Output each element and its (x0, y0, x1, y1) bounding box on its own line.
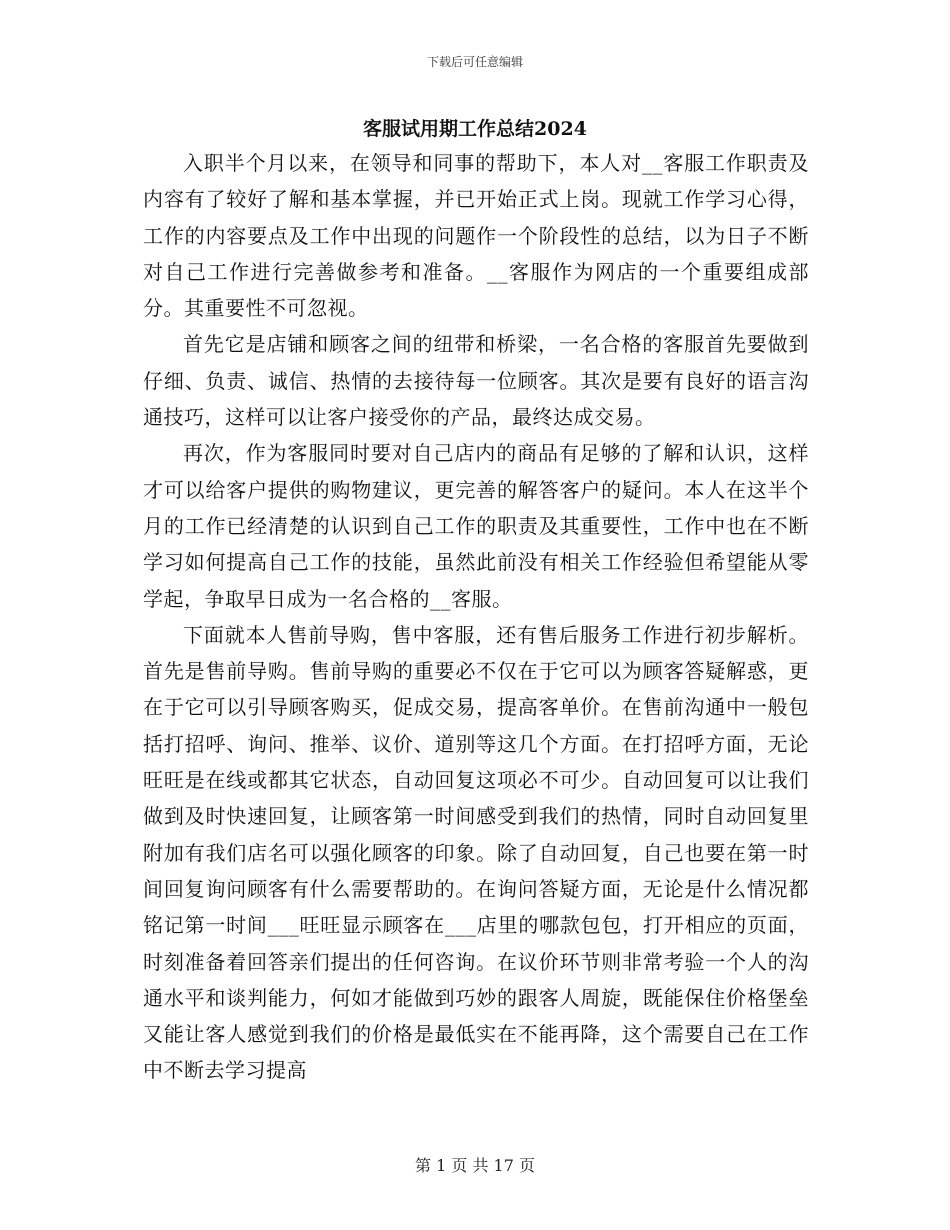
page-indicator: 第 1 页 共 17 页 (415, 1156, 535, 1175)
paragraph-3: 再次，作为客服同时要对自己店内的商品有足够的了解和认识，这样才可以给客户提供的购物建议，更完善的解答客户的疑问。本人在这半个月的工作已经清楚的认识到自己工作的职责及其重要性，工作中也在不断学习如何提高自己工作的技能，虽然此前没有相关工作经验但希望能从零学起，争取早日成为一名合格的__客服。 (143, 441, 809, 611)
paragraph-2: 首先它是店铺和顾客之间的纽带和桥梁，一名合格的客服首先要做到仔细、负责、诚信、热情的去接待每一位顾客。其次是要有良好的语言沟通技巧，这样可以让客户接受你的产品，最终达成交易。 (143, 332, 809, 430)
document-title: 客服试用期工作总结2024 (363, 118, 587, 140)
paragraph-4: 下面就本人售前导购，售中客服，还有售后服务工作进行初步解析。首先是售前导购。售前导购的重要必不仅在于它可以为顾客答疑解惑，更在于它可以引导顾客购买，促成交易，提高客单价。在售前沟通中一般包括打招呼、询问、推举、议价、道别等这几个方面。在打招呼方面，无论旺旺是在线或都其它状态，自动回复这项必不可少。自动回复可以让我们做到及时快速回复，让顾客第一时间感受到我们的热情，同时自动回复里附加有我们店名可以强化顾客的印象。除了自动回复，自己也要在第一时间回复询问顾客有什么需要帮助的。在询问答疑方面，无论是什么情况都铭记第一时间___旺旺显示顾客在___店里的哪款包包，打开相应的页面，时刻准备着回答亲们提出的任何咨询。在议价环节则非常考验一个人的沟通水平和谈判能力，何如才能做到巧妙的跟客人周旋，既能保住价格堡垒又能让客人感觉到我们的价格是最低实在不能再降，这个需要自己在工作中不断去学习提高 (143, 622, 809, 1083)
paragraph-1: 入职半个月以来，在领导和同事的帮助下，本人对__客服工作职责及内容有了较好了解和基本掌握，并已开始正式上岗。现就工作学习心得，工作的内容要点及工作中出现的问题作一个阶段性的总结，以为日子不断对自己工作进行完善做参考和准备。__客服作为网店的一个重要组成部分。其重要性不可忽视。 (143, 151, 809, 321)
header-note: 下载后可任意编辑 (426, 55, 523, 69)
document-body (143, 145, 809, 1089)
